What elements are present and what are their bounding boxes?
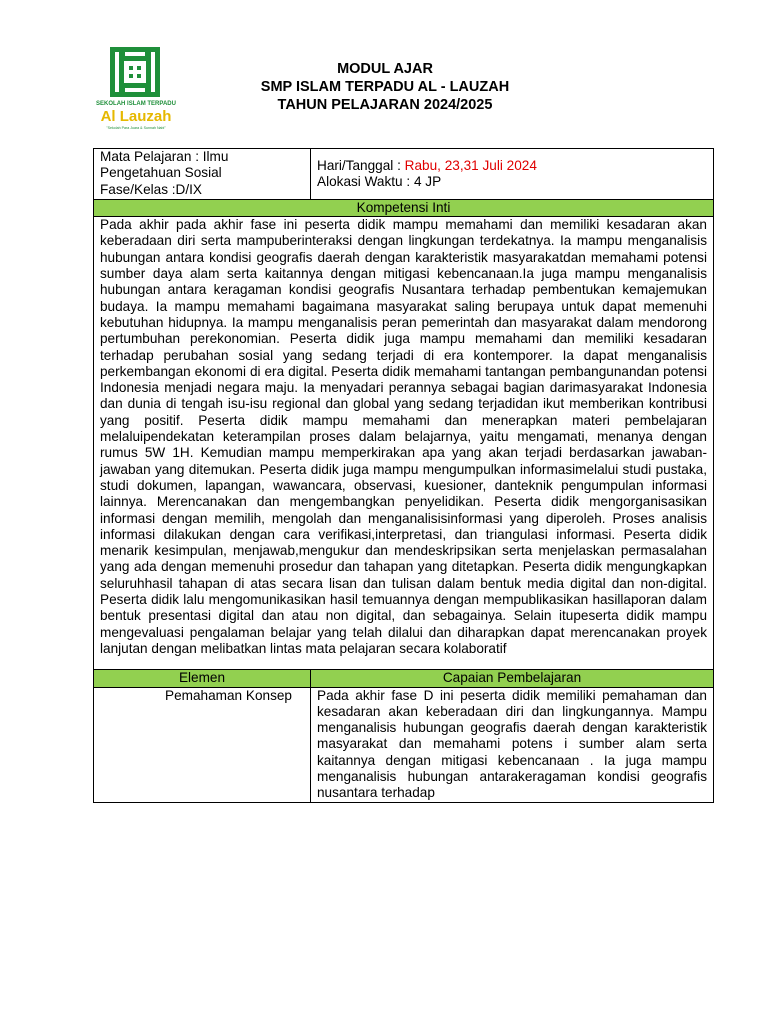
school-logo — [90, 44, 182, 136]
kompetensi-heading: Kompetensi Inti — [94, 199, 714, 216]
date-label: Hari/Tanggal : — [317, 157, 405, 173]
logo-line2: Al Lauzah — [100, 108, 172, 125]
kompetensi-text: Pada akhir pada akhir fase ini peserta didik mampu memahami dan memiliki kesadaran akan keberadaan diri serta mampuberinteraksi dengan lingkungan terdekatnya. Ia mampu menganalisis hubungan antara kondisi geografis daerah dengan karakteristik masyarakatdan memahami potensi sumber daya alam serta kaitannya dengan mitigasi kebencanaan.Ia juga mampu menganalisis hubungan antara keragaman kondisi geografis Nusantara terhadap pembentukan kemajemukan budaya. Ia mampu memahami bagaimana masyarakat saling berupaya untuk dapat memenuhi kebutuhan hidupnya. Ia mampu menganalisis peran pemerintah dan masyarakat dalam mendorong pertumbuhan perekonomian. Peserta didik juga mampu memahami dan memiliki kesadaran terhadap perubahan sosial yang sedang terjadi di era kontemporer. Ia dapat menganalisis perkembangan ekonomi di era digital. Peserta didik memahami tantangan pembangunandan potensi Indonesia menjadi negara maju. Ia menyadari perannya sebagai bagian darimasyarakat Indonesia dan dunia di tengah isu-isu regional dan global yang sedang terjadidan ikut memberikan kontribusi yang positif. Peserta didik mampu memahami dan menerapkan materi pembelajaran melaluipendekatan keterampilan proses dalam belajarnya, yaitu mengamati, menanya dengan rumus 5W 1H. Kemudian mampu memperkirakan apa yang akan terjadi berdasarkan jawaban-jawaban yang ditemukan. Peserta didik juga mampu mengumpulkan informasimelalui studi pustaka, studi dokumen, lapangan, wawancara, observasi, kuesioner, danteknik pengumpulan informasi lainnya. Merencanakan dan mengembangkan penyelidikan. Peserta didik mengorganisasikan informasi dengan memilih, mengolah dan menganalisisinformasi yang diperoleh. Proses analisis informasi dilakukan dengan cara verifikasi,interpretasi, dan triangulasi informasi. Peserta didik menarik kesimpulan, menjawab,mengukur dan mendeskripsikan serta menjelaskan permasalahan yang ada dengan memenuhi prosedur dan tahapan yang ditetapkan. Peserta didik mengungkapkan seluruhhasil tahapan di atas secara lisan dan tulisan dalam bentuk media digital dan non-digital. Peserta didik lalu mengomunikasikan hasil temuannya dengan mempublikasikan hasillaporan dalam bentuk presentasi digital dan atau non digital, dan sebagainya. Selain itupeserta didik mampu mengevaluasi pengalaman belajar yang telah dilalui dan diharapkan dapat merencanakan proyek lanjutan dengan melibatkan lintas mata pelajaran secara kolaboratif — [94, 217, 714, 670]
subject-cell — [94, 149, 311, 200]
logo-line1: SEKOLAH ISLAM TERPADU — [96, 101, 176, 107]
logo-tagline: "Sekolah Para Juara & Sunnah Nabi" — [106, 126, 166, 130]
schedule-cell — [311, 149, 714, 200]
header-year: TAHUN PELAJARAN 2024/2025 — [277, 97, 493, 113]
document-header — [200, 60, 570, 114]
time-allocation: Alokasi Waktu : 4 JP — [317, 173, 442, 189]
capaian-heading: Capaian Pembelajaran — [311, 670, 714, 687]
subject-line2: Pengetahuan Sosial — [100, 165, 222, 181]
header-school: SMP ISLAM TERPADU AL - LAUZAH — [260, 79, 510, 95]
subject-line1: Mata Pelajaran : Ilmu — [100, 149, 229, 164]
elemen-heading: Elemen — [94, 670, 311, 687]
header-title: MODUL AJAR — [337, 61, 433, 77]
class-label: Fase/Kelas :D/IX — [100, 181, 202, 197]
elemen-cell: Pemahaman Konsep — [94, 687, 311, 802]
capaian-cell: Pada akhir fase D ini peserta didik memiliki pemahaman dan kesadaran akan keberadaan diri dan lingkungannya. Mampu menganalisis hubungan geografis daerah dengan karakteristik masyarakat dan memahami potens i sumber alam serta kaitannya dengan mitigasi kebencanaan . Ia juga mampu menganalisis hubungan antarakeragaman kondisi geografis nusantara terhadap — [311, 687, 714, 802]
info-row — [94, 149, 714, 200]
capaian-row — [94, 687, 714, 802]
date-value: Rabu, 23,31 Juli 2024 — [404, 157, 537, 173]
logo-emblem-icon — [110, 47, 160, 97]
module-table — [93, 148, 714, 803]
